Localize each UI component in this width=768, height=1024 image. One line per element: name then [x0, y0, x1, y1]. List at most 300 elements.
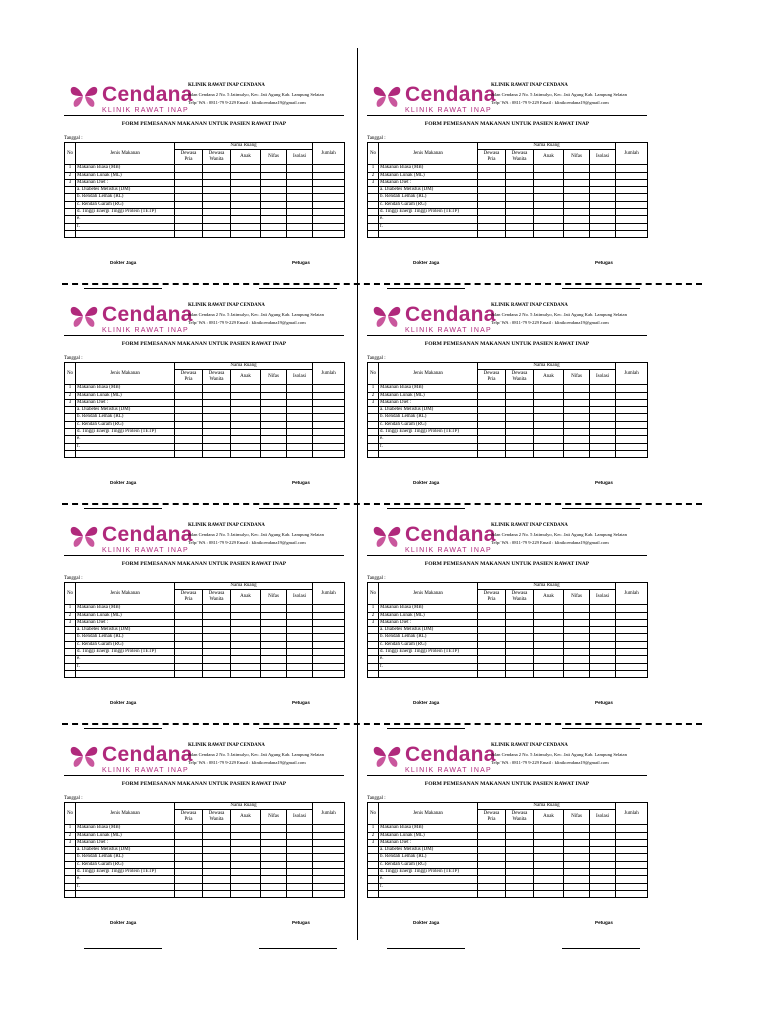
row-entry-cell[interactable] [175, 385, 203, 392]
row-entry-cell[interactable] [590, 890, 616, 897]
row-entry-cell[interactable] [261, 854, 287, 861]
row-entry-cell[interactable] [506, 392, 534, 399]
row-entry-cell[interactable] [313, 209, 345, 216]
row-entry-cell[interactable] [261, 392, 287, 399]
row-entry-cell[interactable] [478, 656, 506, 663]
row-entry-cell[interactable] [534, 634, 564, 641]
row-entry-cell[interactable] [590, 605, 616, 612]
row-entry-cell[interactable] [287, 392, 313, 399]
row-entry-cell[interactable] [534, 209, 564, 216]
row-entry-cell[interactable] [616, 165, 648, 172]
row-entry-cell[interactable] [478, 230, 506, 237]
row-entry-cell[interactable] [287, 165, 313, 172]
row-entry-cell[interactable] [478, 399, 506, 406]
row-entry-cell[interactable] [478, 649, 506, 656]
row-entry-cell[interactable] [231, 883, 261, 890]
row-entry-cell[interactable] [564, 861, 590, 868]
row-entry-cell[interactable] [287, 619, 313, 626]
row-entry-cell[interactable] [287, 890, 313, 897]
row-entry-cell[interactable] [506, 883, 534, 890]
row-entry-cell[interactable] [506, 641, 534, 648]
row-entry-cell[interactable] [564, 165, 590, 172]
row-entry-cell[interactable] [478, 641, 506, 648]
row-entry-cell[interactable] [313, 854, 345, 861]
row-entry-cell[interactable] [313, 634, 345, 641]
row-entry-cell[interactable] [564, 825, 590, 832]
row-entry-cell[interactable] [590, 825, 616, 832]
row-entry-cell[interactable] [175, 450, 203, 457]
row-entry-cell[interactable] [175, 443, 203, 450]
row-entry-cell[interactable] [313, 450, 345, 457]
row-entry-cell[interactable] [313, 619, 345, 626]
row-entry-cell[interactable] [534, 407, 564, 414]
row-entry-cell[interactable] [534, 854, 564, 861]
row-entry-cell[interactable] [175, 201, 203, 208]
row-entry-cell[interactable] [313, 890, 345, 897]
row-entry-cell[interactable] [506, 187, 534, 194]
row-entry-cell[interactable] [203, 612, 231, 619]
row-entry-cell[interactable] [287, 223, 313, 230]
row-entry-cell[interactable] [564, 172, 590, 179]
row-entry-cell[interactable] [590, 223, 616, 230]
row-entry-cell[interactable] [287, 194, 313, 201]
row-entry-cell[interactable] [287, 634, 313, 641]
row-entry-cell[interactable] [564, 209, 590, 216]
row-entry-cell[interactable] [203, 230, 231, 237]
row-entry-cell[interactable] [231, 670, 261, 677]
row-entry-cell[interactable] [175, 407, 203, 414]
row-entry-cell[interactable] [203, 165, 231, 172]
row-entry-cell[interactable] [261, 165, 287, 172]
row-entry-cell[interactable] [534, 223, 564, 230]
row-entry-cell[interactable] [506, 670, 534, 677]
row-entry-cell[interactable] [313, 832, 345, 839]
row-entry-cell[interactable] [616, 209, 648, 216]
row-entry-cell[interactable] [478, 627, 506, 634]
row-entry-cell[interactable] [175, 209, 203, 216]
row-entry-cell[interactable] [231, 825, 261, 832]
row-entry-cell[interactable] [534, 619, 564, 626]
row-entry-cell[interactable] [564, 421, 590, 428]
row-entry-cell[interactable] [616, 223, 648, 230]
row-entry-cell[interactable] [261, 194, 287, 201]
row-entry-cell[interactable] [478, 429, 506, 436]
row-entry-cell[interactable] [287, 414, 313, 421]
row-entry-cell[interactable] [313, 869, 345, 876]
row-entry-cell[interactable] [478, 612, 506, 619]
row-entry-cell[interactable] [203, 414, 231, 421]
row-entry-cell[interactable] [231, 216, 261, 223]
row-entry-cell[interactable] [203, 216, 231, 223]
row-entry-cell[interactable] [313, 414, 345, 421]
row-entry-cell[interactable] [478, 670, 506, 677]
row-entry-cell[interactable] [287, 612, 313, 619]
row-entry-cell[interactable] [231, 634, 261, 641]
row-entry-cell[interactable] [616, 883, 648, 890]
row-entry-cell[interactable] [261, 385, 287, 392]
row-entry-cell[interactable] [590, 641, 616, 648]
row-entry-cell[interactable] [590, 832, 616, 839]
row-entry-cell[interactable] [175, 890, 203, 897]
row-entry-cell[interactable] [616, 216, 648, 223]
row-entry-cell[interactable] [203, 209, 231, 216]
row-entry-cell[interactable] [231, 839, 261, 846]
row-entry-cell[interactable] [175, 861, 203, 868]
row-entry-cell[interactable] [175, 172, 203, 179]
row-entry-cell[interactable] [590, 450, 616, 457]
row-entry-cell[interactable] [534, 861, 564, 868]
row-entry-cell[interactable] [590, 663, 616, 670]
row-entry-cell[interactable] [590, 649, 616, 656]
row-entry-cell[interactable] [506, 649, 534, 656]
row-entry-cell[interactable] [261, 670, 287, 677]
row-entry-cell[interactable] [590, 414, 616, 421]
row-entry-cell[interactable] [287, 656, 313, 663]
row-entry-cell[interactable] [534, 201, 564, 208]
row-entry-cell[interactable] [287, 187, 313, 194]
row-entry-cell[interactable] [261, 612, 287, 619]
row-entry-cell[interactable] [506, 619, 534, 626]
row-entry-cell[interactable] [203, 656, 231, 663]
row-entry-cell[interactable] [478, 839, 506, 846]
row-entry-cell[interactable] [534, 869, 564, 876]
row-entry-cell[interactable] [564, 216, 590, 223]
row-entry-cell[interactable] [564, 230, 590, 237]
row-entry-cell[interactable] [261, 414, 287, 421]
row-entry-cell[interactable] [261, 429, 287, 436]
row-entry-cell[interactable] [203, 663, 231, 670]
row-entry-cell[interactable] [478, 165, 506, 172]
row-entry-cell[interactable] [261, 883, 287, 890]
row-entry-cell[interactable] [506, 876, 534, 883]
row-entry-cell[interactable] [313, 429, 345, 436]
row-entry-cell[interactable] [203, 429, 231, 436]
row-entry-cell[interactable] [313, 605, 345, 612]
row-entry-cell[interactable] [261, 443, 287, 450]
row-entry-cell[interactable] [287, 201, 313, 208]
row-entry-cell[interactable] [231, 854, 261, 861]
row-entry-cell[interactable] [478, 847, 506, 854]
row-entry-cell[interactable] [231, 663, 261, 670]
row-entry-cell[interactable] [175, 670, 203, 677]
row-entry-cell[interactable] [478, 443, 506, 450]
row-entry-cell[interactable] [175, 825, 203, 832]
row-entry-cell[interactable] [203, 392, 231, 399]
row-entry-cell[interactable] [506, 165, 534, 172]
row-entry-cell[interactable] [313, 825, 345, 832]
row-entry-cell[interactable] [203, 436, 231, 443]
row-entry-cell[interactable] [478, 392, 506, 399]
row-entry-cell[interactable] [590, 194, 616, 201]
row-entry-cell[interactable] [590, 172, 616, 179]
row-entry-cell[interactable] [534, 847, 564, 854]
row-entry-cell[interactable] [564, 634, 590, 641]
row-entry-cell[interactable] [287, 825, 313, 832]
row-entry-cell[interactable] [287, 670, 313, 677]
row-entry-cell[interactable] [287, 436, 313, 443]
row-entry-cell[interactable] [231, 612, 261, 619]
row-entry-cell[interactable] [534, 890, 564, 897]
row-entry-cell[interactable] [231, 429, 261, 436]
row-entry-cell[interactable] [564, 627, 590, 634]
row-entry-cell[interactable] [564, 194, 590, 201]
row-entry-cell[interactable] [590, 187, 616, 194]
row-entry-cell[interactable] [478, 436, 506, 443]
row-entry-cell[interactable] [261, 450, 287, 457]
row-entry-cell[interactable] [616, 414, 648, 421]
row-entry-cell[interactable] [175, 649, 203, 656]
row-entry-cell[interactable] [231, 649, 261, 656]
row-entry-cell[interactable] [534, 216, 564, 223]
row-entry-cell[interactable] [287, 663, 313, 670]
row-entry-cell[interactable] [261, 223, 287, 230]
row-entry-cell[interactable] [616, 825, 648, 832]
row-entry-cell[interactable] [534, 649, 564, 656]
row-entry-cell[interactable] [478, 407, 506, 414]
row-entry-cell[interactable] [564, 392, 590, 399]
row-entry-cell[interactable] [478, 861, 506, 868]
row-entry-cell[interactable] [287, 861, 313, 868]
row-entry-cell[interactable] [534, 429, 564, 436]
row-entry-cell[interactable] [231, 392, 261, 399]
row-entry-cell[interactable] [534, 399, 564, 406]
row-entry-cell[interactable] [231, 619, 261, 626]
row-entry-cell[interactable] [175, 627, 203, 634]
row-entry-cell[interactable] [534, 450, 564, 457]
row-entry-cell[interactable] [175, 421, 203, 428]
row-entry-cell[interactable] [534, 421, 564, 428]
row-entry-cell[interactable] [616, 847, 648, 854]
row-entry-cell[interactable] [616, 627, 648, 634]
row-entry-cell[interactable] [534, 172, 564, 179]
row-entry-cell[interactable] [506, 223, 534, 230]
row-entry-cell[interactable] [313, 407, 345, 414]
row-entry-cell[interactable] [590, 179, 616, 186]
row-entry-cell[interactable] [203, 825, 231, 832]
row-entry-cell[interactable] [261, 634, 287, 641]
row-entry-cell[interactable] [506, 450, 534, 457]
row-entry-cell[interactable] [590, 399, 616, 406]
row-entry-cell[interactable] [616, 421, 648, 428]
row-entry-cell[interactable] [616, 172, 648, 179]
row-entry-cell[interactable] [534, 194, 564, 201]
row-entry-cell[interactable] [203, 399, 231, 406]
row-entry-cell[interactable] [287, 869, 313, 876]
row-entry-cell[interactable] [203, 854, 231, 861]
row-entry-cell[interactable] [616, 656, 648, 663]
row-entry-cell[interactable] [534, 165, 564, 172]
row-entry-cell[interactable] [313, 230, 345, 237]
row-entry-cell[interactable] [616, 670, 648, 677]
row-entry-cell[interactable] [506, 209, 534, 216]
row-entry-cell[interactable] [506, 421, 534, 428]
row-entry-cell[interactable] [506, 656, 534, 663]
row-entry-cell[interactable] [203, 627, 231, 634]
row-entry-cell[interactable] [287, 832, 313, 839]
row-entry-cell[interactable] [590, 392, 616, 399]
row-entry-cell[interactable] [564, 890, 590, 897]
row-entry-cell[interactable] [261, 230, 287, 237]
row-entry-cell[interactable] [313, 649, 345, 656]
row-entry-cell[interactable] [261, 605, 287, 612]
row-entry-cell[interactable] [478, 187, 506, 194]
row-entry-cell[interactable] [313, 385, 345, 392]
row-entry-cell[interactable] [506, 627, 534, 634]
row-entry-cell[interactable] [534, 230, 564, 237]
row-entry-cell[interactable] [203, 847, 231, 854]
row-entry-cell[interactable] [175, 223, 203, 230]
row-entry-cell[interactable] [534, 670, 564, 677]
row-entry-cell[interactable] [287, 179, 313, 186]
row-entry-cell[interactable] [506, 861, 534, 868]
row-entry-cell[interactable] [231, 407, 261, 414]
row-entry-cell[interactable] [313, 179, 345, 186]
row-entry-cell[interactable] [506, 869, 534, 876]
row-entry-cell[interactable] [313, 876, 345, 883]
row-entry-cell[interactable] [261, 832, 287, 839]
row-entry-cell[interactable] [478, 869, 506, 876]
row-entry-cell[interactable] [313, 436, 345, 443]
row-entry-cell[interactable] [261, 656, 287, 663]
row-entry-cell[interactable] [590, 443, 616, 450]
row-entry-cell[interactable] [231, 832, 261, 839]
row-entry-cell[interactable] [506, 216, 534, 223]
row-entry-cell[interactable] [313, 216, 345, 223]
row-entry-cell[interactable] [313, 194, 345, 201]
row-entry-cell[interactable] [564, 839, 590, 846]
row-entry-cell[interactable] [590, 201, 616, 208]
row-entry-cell[interactable] [261, 876, 287, 883]
row-entry-cell[interactable] [506, 385, 534, 392]
row-entry-cell[interactable] [534, 443, 564, 450]
row-entry-cell[interactable] [203, 839, 231, 846]
row-entry-cell[interactable] [616, 407, 648, 414]
row-entry-cell[interactable] [564, 832, 590, 839]
row-entry-cell[interactable] [564, 450, 590, 457]
row-entry-cell[interactable] [616, 450, 648, 457]
row-entry-cell[interactable] [478, 201, 506, 208]
row-entry-cell[interactable] [590, 627, 616, 634]
row-entry-cell[interactable] [616, 179, 648, 186]
row-entry-cell[interactable] [590, 612, 616, 619]
row-entry-cell[interactable] [231, 179, 261, 186]
row-entry-cell[interactable] [534, 663, 564, 670]
row-entry-cell[interactable] [564, 443, 590, 450]
row-entry-cell[interactable] [175, 854, 203, 861]
row-entry-cell[interactable] [616, 385, 648, 392]
row-entry-cell[interactable] [287, 407, 313, 414]
row-entry-cell[interactable] [203, 605, 231, 612]
row-entry-cell[interactable] [564, 187, 590, 194]
row-entry-cell[interactable] [231, 890, 261, 897]
row-entry-cell[interactable] [478, 876, 506, 883]
row-entry-cell[interactable] [564, 883, 590, 890]
row-entry-cell[interactable] [616, 187, 648, 194]
row-entry-cell[interactable] [478, 619, 506, 626]
row-entry-cell[interactable] [564, 436, 590, 443]
row-entry-cell[interactable] [478, 414, 506, 421]
row-entry-cell[interactable] [313, 392, 345, 399]
row-entry-cell[interactable] [534, 436, 564, 443]
row-entry-cell[interactable] [616, 619, 648, 626]
row-entry-cell[interactable] [287, 421, 313, 428]
row-entry-cell[interactable] [590, 230, 616, 237]
row-entry-cell[interactable] [203, 421, 231, 428]
row-entry-cell[interactable] [287, 876, 313, 883]
row-entry-cell[interactable] [287, 854, 313, 861]
row-entry-cell[interactable] [203, 619, 231, 626]
row-entry-cell[interactable] [175, 436, 203, 443]
row-entry-cell[interactable] [616, 605, 648, 612]
row-entry-cell[interactable] [231, 861, 261, 868]
row-entry-cell[interactable] [287, 385, 313, 392]
row-entry-cell[interactable] [590, 861, 616, 868]
row-entry-cell[interactable] [590, 634, 616, 641]
row-entry-cell[interactable] [261, 172, 287, 179]
row-entry-cell[interactable] [564, 869, 590, 876]
row-entry-cell[interactable] [231, 194, 261, 201]
row-entry-cell[interactable] [203, 385, 231, 392]
row-entry-cell[interactable] [261, 627, 287, 634]
row-entry-cell[interactable] [478, 209, 506, 216]
row-entry-cell[interactable] [203, 407, 231, 414]
row-entry-cell[interactable] [564, 619, 590, 626]
row-entry-cell[interactable] [287, 839, 313, 846]
row-entry-cell[interactable] [231, 443, 261, 450]
row-entry-cell[interactable] [590, 854, 616, 861]
row-entry-cell[interactable] [616, 230, 648, 237]
row-entry-cell[interactable] [175, 634, 203, 641]
row-entry-cell[interactable] [616, 861, 648, 868]
row-entry-cell[interactable] [175, 216, 203, 223]
row-entry-cell[interactable] [616, 869, 648, 876]
row-entry-cell[interactable] [564, 612, 590, 619]
row-entry-cell[interactable] [231, 847, 261, 854]
row-entry-cell[interactable] [261, 663, 287, 670]
row-entry-cell[interactable] [534, 883, 564, 890]
row-entry-cell[interactable] [506, 429, 534, 436]
row-entry-cell[interactable] [231, 201, 261, 208]
row-entry-cell[interactable] [175, 839, 203, 846]
row-entry-cell[interactable] [506, 179, 534, 186]
row-entry-cell[interactable] [261, 825, 287, 832]
row-entry-cell[interactable] [203, 883, 231, 890]
row-entry-cell[interactable] [478, 832, 506, 839]
row-entry-cell[interactable] [616, 201, 648, 208]
row-entry-cell[interactable] [287, 649, 313, 656]
row-entry-cell[interactable] [313, 223, 345, 230]
row-entry-cell[interactable] [231, 656, 261, 663]
row-entry-cell[interactable] [564, 201, 590, 208]
row-entry-cell[interactable] [261, 216, 287, 223]
row-entry-cell[interactable] [287, 172, 313, 179]
row-entry-cell[interactable] [590, 670, 616, 677]
row-entry-cell[interactable] [175, 392, 203, 399]
row-entry-cell[interactable] [203, 179, 231, 186]
row-entry-cell[interactable] [313, 201, 345, 208]
row-entry-cell[interactable] [564, 414, 590, 421]
row-entry-cell[interactable] [261, 861, 287, 868]
row-entry-cell[interactable] [261, 187, 287, 194]
row-entry-cell[interactable] [478, 854, 506, 861]
row-entry-cell[interactable] [203, 194, 231, 201]
row-entry-cell[interactable] [506, 854, 534, 861]
row-entry-cell[interactable] [534, 876, 564, 883]
row-entry-cell[interactable] [534, 612, 564, 619]
row-entry-cell[interactable] [534, 187, 564, 194]
row-entry-cell[interactable] [534, 832, 564, 839]
row-entry-cell[interactable] [175, 619, 203, 626]
